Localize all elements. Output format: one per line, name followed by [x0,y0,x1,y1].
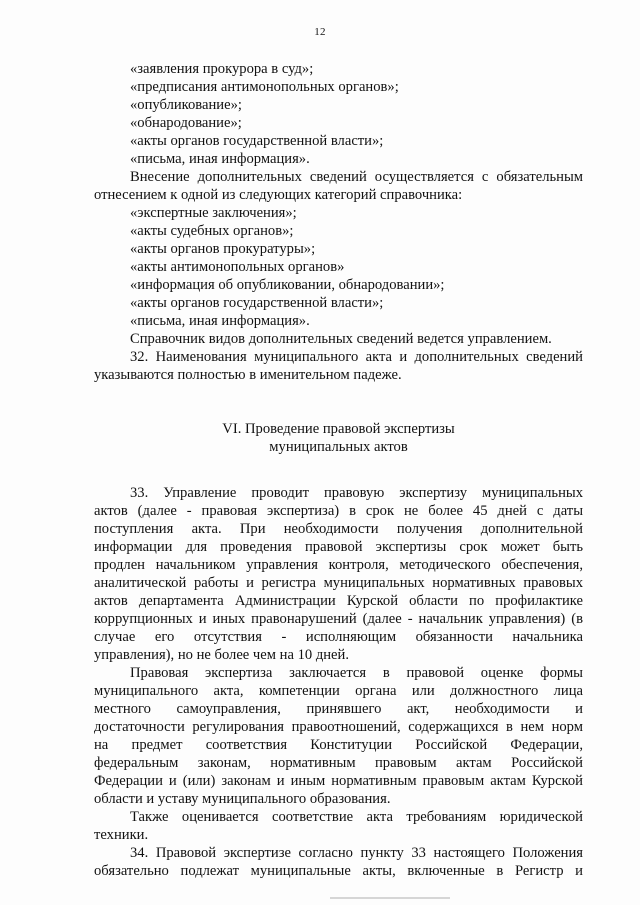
list-item: «экспертные заключения»; [130,205,297,221]
list-item: «опубликование»; [130,97,242,113]
paragraph-line: 34. Правовой экспертизе согласно пункту 33 настоящего Положения [130,845,583,861]
list-item: «предписания антимонопольных органов»; [130,79,399,95]
list-item: «акты судебных органов»; [130,223,294,239]
list-item: «письма, иная информация». [130,151,310,167]
paragraph-line: коррупционных и иных правонарушений (далее - начальник управления) (в [94,611,583,627]
paragraph-line: федеральным законам, нормативным правовым актам Российской [94,755,583,771]
paragraph-line: актов департамента Администрации Курской области по профилактике [94,593,583,609]
paragraph-line: Федерации и (или) законам и иным нормативным правовым актам Курской [94,773,583,789]
paragraph-expertise [94,664,583,808]
paragraph-line: техники. [94,827,149,843]
paragraph-line: 33. Управление проводит правовую экспертизу муниципальных [130,485,583,501]
document-body [94,60,583,880]
section-subtitle: муниципальных актов [269,439,408,455]
paragraph-categories [94,168,583,204]
list-item: «заявления прокурора в суд»; [130,61,314,77]
paragraph-line: достаточности регулирования правоотношений, содержащихся в нем норм [94,719,583,735]
paragraph-line: аналитической работы и регистра муниципальных нормативных правовых [94,575,583,591]
section-heading [94,420,583,456]
spacer [94,456,583,484]
scan-artifact [330,897,450,899]
list-item: «акты органов прокуратуры»; [130,241,316,257]
paragraph-34 [94,844,583,880]
paragraph-line: случае его отсутствия - исполняющим обязанности начальника [94,629,583,645]
list-item: «информация об опубликовании, обнародовании»; [130,277,445,293]
paragraph-line: продлен начальником управления контроля, методического обеспечения, [94,557,583,573]
paragraph-33 [94,484,583,664]
section-title: VI. Проведение правовой экспертизы [222,421,455,437]
paragraph-line: Внесение дополнительных сведений осуществляется с обязательным [130,169,583,185]
list-block-1 [94,60,583,168]
paragraph-technique [94,808,583,844]
list-item: «акты органов государственной власти»; [130,133,384,149]
list-block-2 [94,204,583,330]
list-item: «акты антимонопольных органов» [130,259,345,275]
paragraph-line: области и уставу муниципального образования. [94,791,391,807]
reference-book-note: Справочник видов дополнительных сведений ведется управлением. [130,331,552,347]
paragraph-line: 32. Наименования муниципального акта и дополнительных сведений [130,349,583,365]
paragraph-line: информации для проведения правовой экспертизы срок может быть [94,539,583,555]
page-number: 12 [314,26,326,38]
paragraph-line: поступления акта. При необходимости получения дополнительной [94,521,583,537]
paragraph-line: отнесением к одной из следующих категорий справочника: [94,187,463,203]
list-item: «акты органов государственной власти»; [130,295,384,311]
paragraph-line: на предмет соответствия Конституции Российской Федерации, [94,737,583,753]
paragraph-32 [94,348,583,384]
list-item: «письма, иная информация». [130,313,310,329]
spacer [94,384,583,420]
paragraph-line: управления), но не более чем на 10 дней. [94,647,349,663]
paragraph-line: актов (далее - правовая экспертиза) в срок не более 45 дней с даты [94,503,583,519]
paragraph-line: местного самоуправления, принявшего акт, необходимости и [94,701,583,717]
paragraph-line: указываются полностью в именительном падеже. [94,367,402,383]
list-item: «обнародование»; [130,115,242,131]
paragraph-line: Правовая экспертиза заключается в правовой оценке формы [130,665,583,681]
paragraph-line: муниципального акта, компетенции органа или должностного лица [94,683,583,699]
paragraph-line: Также оценивается соответствие акта требованиям юридической [130,809,583,825]
paragraph-line: обязательно подлежат муниципальные акты, включенные в Регистр и [94,863,583,879]
